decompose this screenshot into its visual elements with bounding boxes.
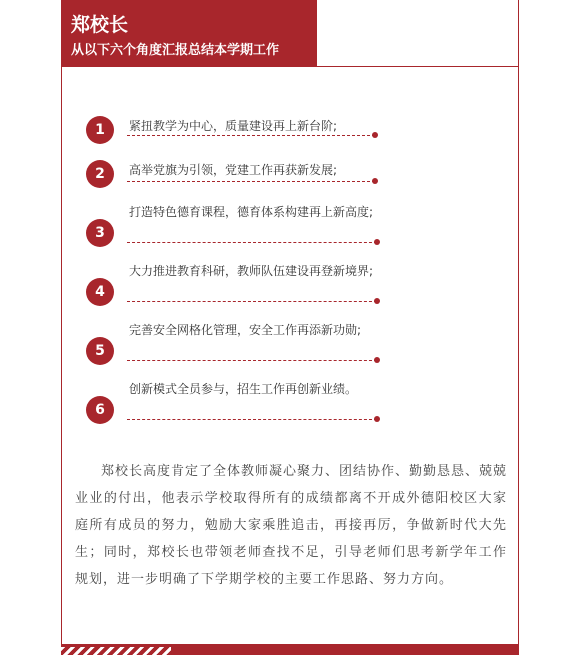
dashed-underline — [127, 360, 377, 361]
header-banner — [61, 0, 317, 66]
list-item-text: 大力推进教育科研，教师队伍建设再登新境界; — [129, 264, 374, 278]
number-badge: 1 — [86, 116, 114, 144]
dashed-underline — [127, 419, 377, 420]
list-item-text: 打造特色德育课程，德育体系构建再上新高度; — [129, 205, 374, 219]
summary-paragraph: 郑校长高度肯定了全体教师凝心聚力、团结协作、勤勤恳恳、兢兢业业的付出，他表示学校取得所有的成绩都离不开成外德阳校区大家庭所有成员的努力，勉励大家乘胜追击，再接再厉，争做新时代大先生；同时，郑校长也带领老师查找不足，引导老师们思考新学年工作规划，进一步明确了下学期学校的主要工作思路、努力方向。 — [75, 464, 508, 587]
underline-dot — [374, 298, 380, 304]
bottom-decorative-bar — [61, 644, 519, 655]
underline-dot — [374, 416, 380, 422]
underline-dot — [374, 239, 380, 245]
underline-dot — [374, 357, 380, 363]
dashed-underline — [127, 135, 375, 136]
hatch-pattern — [61, 647, 171, 655]
list-item-text: 紧扭教学为中心，质量建设再上新台阶; — [129, 119, 338, 133]
list-item-text: 高举党旗为引领，党建工作再获新发展; — [129, 163, 338, 177]
dashed-underline — [127, 242, 377, 243]
number-badge: 3 — [86, 219, 114, 247]
header-subtitle: 从以下六个角度汇报总结本学期工作 — [71, 43, 280, 58]
list-item-text: 创新模式全员参与，招生工作再创新业绩。 — [129, 382, 358, 396]
header-title: 郑校长 — [71, 14, 129, 36]
number-badge: 6 — [86, 396, 114, 424]
list-item-text: 完善安全网格化管理，安全工作再添新功勋; — [129, 323, 362, 337]
header-divider — [61, 66, 519, 67]
dashed-underline — [127, 181, 375, 182]
underline-dot — [372, 132, 378, 138]
underline-dot — [372, 178, 378, 184]
number-badge: 2 — [86, 160, 114, 188]
number-badge: 4 — [86, 278, 114, 306]
number-badge: 5 — [86, 337, 114, 365]
dashed-underline — [127, 301, 377, 302]
